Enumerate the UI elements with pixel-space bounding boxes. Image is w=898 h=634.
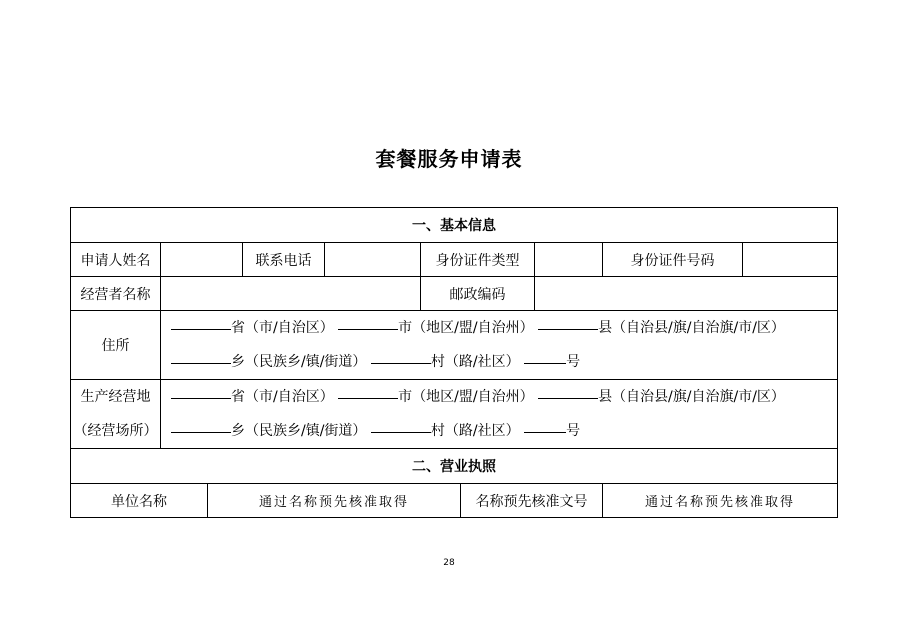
residence-village-text: 村（路/社区） bbox=[430, 354, 520, 370]
section-header-row bbox=[71, 449, 838, 484]
residence-county-blank[interactable] bbox=[538, 311, 598, 330]
section-basic-info-header: 一、基本信息 bbox=[71, 208, 838, 243]
form-title: 套餐服务申请表 bbox=[375, 147, 523, 171]
business-site-address bbox=[161, 380, 838, 449]
site-number-blank[interactable] bbox=[524, 414, 566, 433]
approval-doc-value[interactable]: 通过名称预先核准取得 bbox=[603, 484, 838, 518]
operator-name-field[interactable] bbox=[161, 277, 421, 311]
residence-province-text: 省（市/自治区） bbox=[231, 320, 334, 336]
residence-number-blank[interactable] bbox=[524, 345, 566, 364]
residence-township-blank[interactable] bbox=[171, 345, 231, 364]
residence-number-text: 号 bbox=[566, 354, 581, 370]
unit-name-label: 单位名称 bbox=[71, 484, 208, 518]
page-number: 28 bbox=[443, 558, 455, 568]
applicant-name-label: 申请人姓名 bbox=[71, 243, 161, 277]
site-county-blank[interactable] bbox=[538, 380, 598, 399]
approval-doc-label: 名称预先核准文号 bbox=[461, 484, 603, 518]
table-row bbox=[71, 277, 838, 311]
id-number-field[interactable] bbox=[743, 243, 838, 277]
residence-label: 住所 bbox=[71, 311, 161, 380]
residence-province-blank[interactable] bbox=[171, 311, 231, 330]
table-row bbox=[71, 311, 838, 380]
site-city-blank[interactable] bbox=[338, 380, 398, 399]
application-form-table bbox=[70, 207, 838, 518]
unit-name-value[interactable]: 通过名称预先核准取得 bbox=[208, 484, 461, 518]
residence-city-text: 市（地区/盟/自治州） bbox=[398, 320, 534, 336]
site-township-blank[interactable] bbox=[171, 414, 231, 433]
postal-code-label: 邮政编码 bbox=[421, 277, 535, 311]
table-row bbox=[71, 380, 838, 449]
site-township-text: 乡（民族乡/镇/街道） bbox=[231, 423, 367, 439]
site-city-text: 市（地区/盟/自治州） bbox=[398, 389, 534, 405]
site-village-blank[interactable] bbox=[371, 414, 431, 433]
business-site-label-line1: 生产经营地 bbox=[80, 389, 151, 405]
id-type-field[interactable] bbox=[535, 243, 603, 277]
table-row bbox=[71, 484, 838, 518]
site-province-blank[interactable] bbox=[171, 380, 231, 399]
residence-village-blank[interactable] bbox=[371, 345, 431, 364]
table-row bbox=[71, 243, 838, 277]
business-site-label bbox=[71, 380, 161, 449]
applicant-name-field[interactable] bbox=[161, 243, 243, 277]
contact-phone-field[interactable] bbox=[325, 243, 421, 277]
site-province-text: 省（市/自治区） bbox=[231, 389, 334, 405]
operator-name-label: 经营者名称 bbox=[71, 277, 161, 311]
site-village-text: 村（路/社区） bbox=[430, 423, 520, 439]
business-site-label-line2: （经营场所） bbox=[73, 423, 158, 439]
section-business-license-header: 二、营业执照 bbox=[71, 449, 838, 484]
id-type-label: 身份证件类型 bbox=[421, 243, 535, 277]
section-header-row bbox=[71, 208, 838, 243]
id-number-label: 身份证件号码 bbox=[603, 243, 743, 277]
residence-township-text: 乡（民族乡/镇/街道） bbox=[231, 354, 367, 370]
contact-phone-label: 联系电话 bbox=[243, 243, 325, 277]
residence-city-blank[interactable] bbox=[338, 311, 398, 330]
site-county-text: 县（自治县/旗/自治旗/市/区） bbox=[598, 389, 785, 405]
site-number-text: 号 bbox=[566, 423, 581, 439]
residence-address bbox=[161, 311, 838, 380]
residence-county-text: 县（自治县/旗/自治旗/市/区） bbox=[598, 320, 785, 336]
postal-code-field[interactable] bbox=[535, 277, 838, 311]
